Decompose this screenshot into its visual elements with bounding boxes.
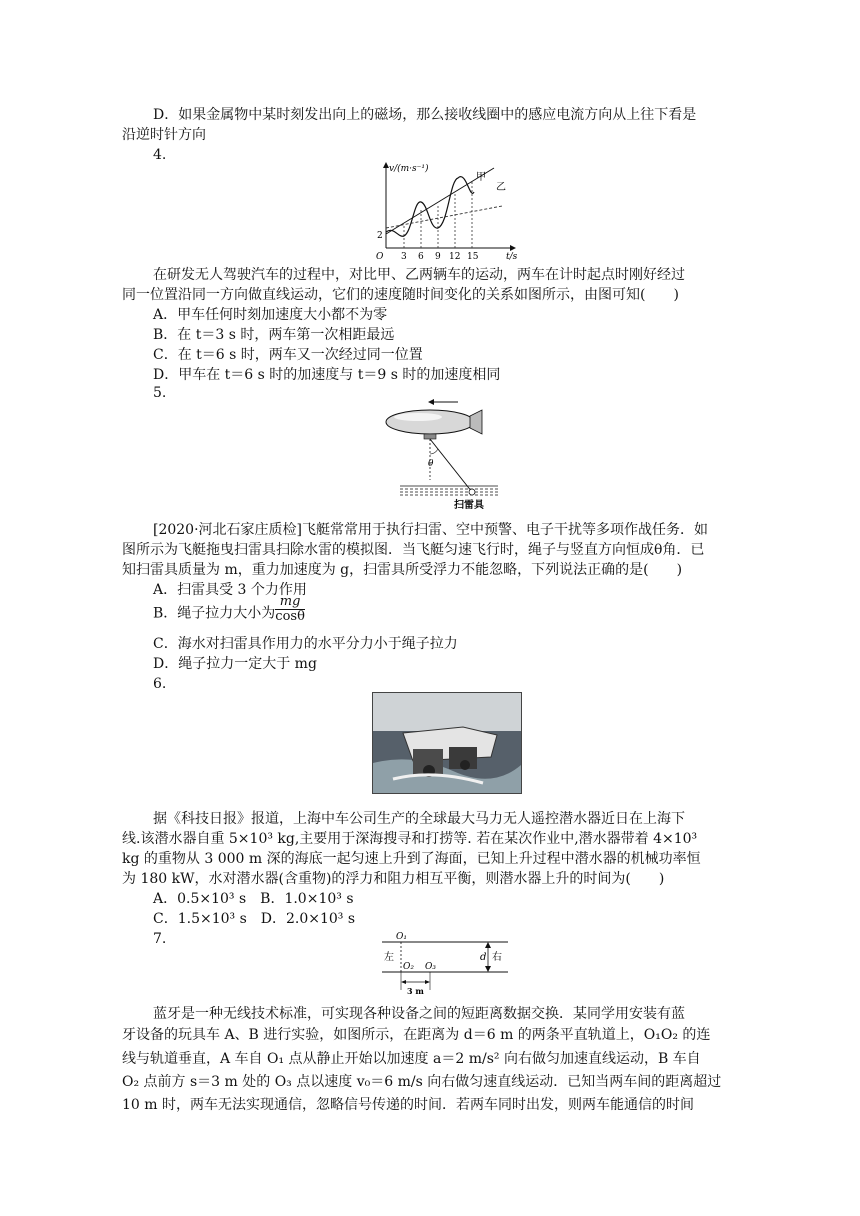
- q3-option-d-line2: 沿逆时针方向: [122, 127, 206, 143]
- q4-option-b: B．在 t＝3 s 时，两车第一次相距最远: [153, 327, 395, 343]
- q4-graph-label-jia: 甲: [476, 172, 486, 183]
- q6-stem-line3: kg 的重物从 3 000 m 深的海底一起匀速上升到了海面，已知上升过程中潜水器的机械功率恒: [122, 851, 701, 867]
- q6-stem-line2: 线.该潜水器自重 5×10³ kg,主要用于深海搜寻和打捞等. 若在某次作业中,潜水器带着 4×10³: [122, 831, 698, 847]
- q5-airship-figure: [378, 394, 508, 512]
- q4-graph-origin: O: [376, 252, 384, 262]
- q5-option-d: D．绳子拉力一定大于 mg: [153, 656, 317, 672]
- q4-option-d: D．甲车在 t＝6 s 时的加速度与 t＝9 s 时的加速度相同: [153, 367, 501, 383]
- q7-stem-line1: 蓝牙是一种无线技术标准，可实现各种设备之间的短距离数据交换．某同学用安装有蓝: [153, 1006, 685, 1022]
- q6-options-line1: A．0.5×10³ s B．1.0×10³ s: [153, 891, 354, 907]
- q5-stem-line3: 知扫雷具质量为 m，重力加速度为 g，扫雷具所受浮力不能忽略，下列说法正确的是( ): [122, 562, 683, 578]
- q5-angle-label: θ: [428, 459, 434, 469]
- q5-stem-line2: 图所示为飞艇拖曳扫雷具扫除水雷的模拟图．当飞艇匀速飞行时，绳子与竖直方向恒成θ角．已: [122, 542, 705, 558]
- q4-number: 4.: [153, 147, 167, 163]
- q4-stem-line1: 在研发无人驾驶汽车的过程中，对比甲、乙两辆车的运动，两车在计时起点时刚好经过: [153, 267, 685, 283]
- q4-graph-y-tick: 2: [377, 231, 383, 241]
- q4-graph-x-tick-3: 3: [401, 252, 407, 262]
- q6-stem-line1: 据《科技日报》报道，上海中车公司生产的全球最大马力无人遥控潜水器近日在上海下: [153, 811, 685, 827]
- q5-stem-line1: [2020·河北石家庄质检]飞艇常常用于执行扫雷、空中预警、电子干扰等多项作战任务．如: [153, 522, 709, 538]
- q7-stem-line4: O₂ 点前方 s＝3 m 处的 O₃ 点以速度 v₀＝6 m/s 向右做匀速直线运动．已知当两车间的距离超过: [122, 1074, 722, 1090]
- q7-label-right: 右: [492, 952, 502, 963]
- q4-graph-label-yi: 乙: [496, 182, 506, 193]
- q5-option-b-prefix: B．绳子拉力大小为: [153, 605, 276, 622]
- q6-submersible-photo: [372, 692, 522, 794]
- q5-caption: 扫雷具: [454, 500, 484, 511]
- q7-label-3m: 3 m: [407, 986, 424, 996]
- q4-graph-x-tick-9: 9: [435, 252, 441, 262]
- q7-label-d: d: [480, 952, 487, 963]
- q4-stem-line2: 同一位置沿同一方向做直线运动，它们的速度随时间变化的关系如图所示，由图可知( ): [122, 287, 679, 303]
- q6-options-line2: C．1.5×10³ s D．2.0×10³ s: [153, 911, 356, 927]
- q6-number: 6.: [153, 676, 167, 692]
- q5-option-b-numerator: mg: [275, 595, 305, 610]
- q4-graph-ylabel: v/(m·s⁻¹): [389, 164, 429, 174]
- q5-option-b-denominator: cosθ: [275, 609, 305, 624]
- q4-option-c: C．在 t＝6 s 时，两车又一次经过同一位置: [153, 347, 423, 363]
- q5-number: 5.: [153, 385, 167, 401]
- q7-number: 7.: [153, 931, 167, 947]
- q7-stem-line3: 线与轨道垂直，A 车自 O₁ 点从静止开始以加速度 a＝2 m/s² 向右做匀加速直线运动，B 车自: [122, 1051, 701, 1067]
- q4-graph-x-tick-12: 12: [449, 252, 461, 262]
- q5-option-a: A．扫雷具受 3 个力作用: [153, 582, 307, 598]
- q7-label-left: 左: [384, 952, 394, 963]
- q4-option-a: A．甲车任何时刻加速度大小都不为零: [153, 307, 388, 323]
- q5-option-c: C．海水对扫雷具作用力的水平分力小于绳子拉力: [153, 636, 458, 652]
- q4-velocity-time-graph: [370, 160, 520, 264]
- q7-label-o2: O₂: [403, 962, 414, 972]
- q6-stem-line4: 为 180 kW，水对潜水器(含重物)的浮力和阻力相互平衡，则潜水器上升的时间为( ): [122, 871, 665, 887]
- q7-track-figure: [380, 930, 510, 996]
- q3-option-d-line1: D．如果金属物中某时刻发出向上的磁场，那么接收线圈中的感应电流方向从上往下看是: [153, 107, 697, 123]
- q7-label-o3: O₃: [425, 962, 436, 972]
- q4-graph-xlabel: t/s: [506, 252, 518, 262]
- q7-label-o1: O₁: [396, 932, 407, 942]
- q5-option-b: [153, 594, 305, 624]
- q7-stem-line5: 10 m 时，两车无法实现通信，忽略信号传递的时间．若两车同时出发，则两车能通信的时间: [122, 1097, 694, 1113]
- q7-stem-line2: 牙设备的玩具车 A、B 进行实验，如图所示，在距离为 d＝6 m 的两条平直轨道上，O₁O₂ 的连: [122, 1027, 711, 1043]
- q4-graph-x-tick-6: 6: [418, 252, 424, 262]
- q5-option-b-fraction: [275, 595, 305, 624]
- q4-graph-x-tick-15: 15: [467, 252, 479, 262]
